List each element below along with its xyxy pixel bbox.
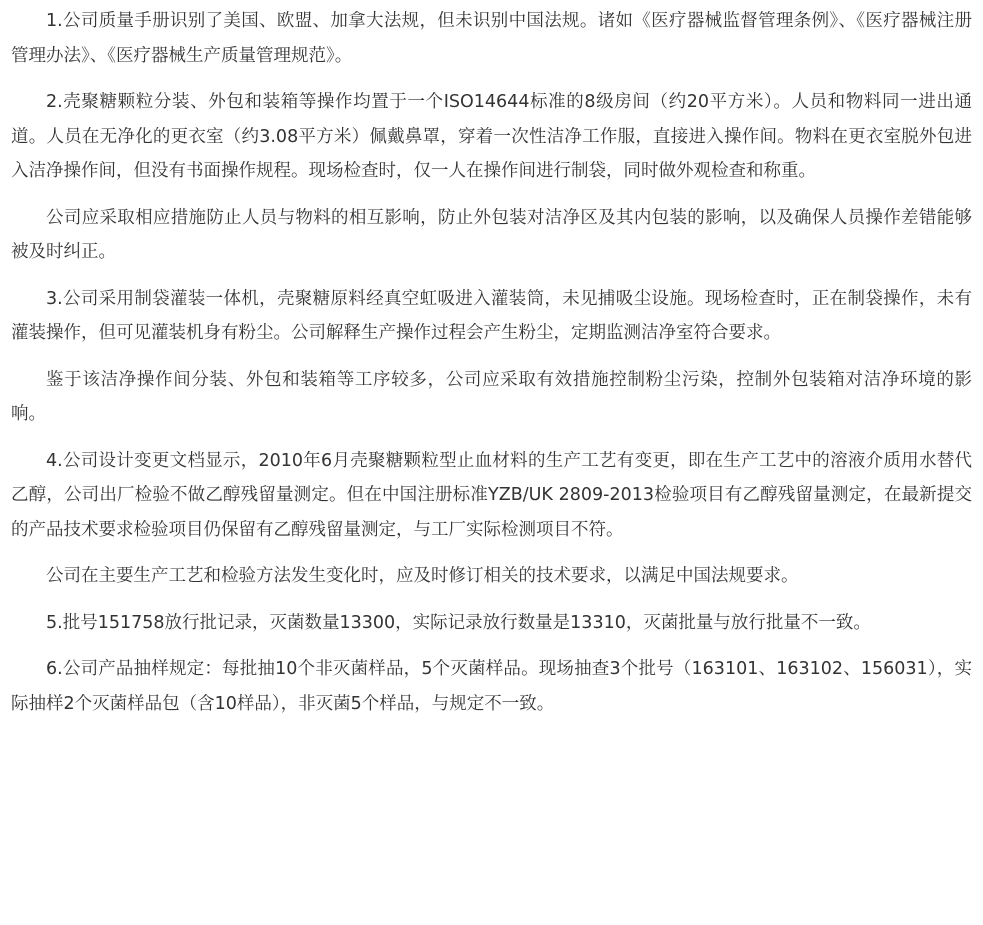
paragraph-3-filling-machine: 3.公司采用制袋灌装一体机，壳聚糖原料经真空虹吸进入灌装筒，未见捕吸尘设施。现场检查时，正在制袋操作，未有灌装操作，但可见灌装机身有粉尘。公司解释生产操作过程会产生粉尘，定期监测洁净室符合要求。 xyxy=(11,288,972,343)
paragraph-4-process-change: 4.公司设计变更文档显示，2010年6月壳聚糖颗粒型止血材料的生产工艺有变更，即在生产工艺中的溶液介质用水替代乙醇，公司出厂检验不做乙醇残留量测定。但在中国注册标准YZB/UK 2809-2013检验项目有乙醇残留量测定，在最新提交的产品技术要求检验项目仍保留有乙醇残留量测定，与工厂实际检测项目不符。 xyxy=(11,450,972,540)
paragraph-3-recommendation: 鉴于该洁净操作间分装、外包和装箱等工序较多，公司应采取有效措施控制粉尘污染，控制外包装箱对洁净环境的影响。 xyxy=(11,369,972,424)
paragraph-6-sampling-rule: 6.公司产品抽样规定：每批抽10个非灭菌样品，5个灭菌样品。现场抽查3个批号（163101、163102、156031），实际抽样2个灭菌样品包（含10样品），非灭菌5个样品，与规定不一致。 xyxy=(11,659,972,714)
paragraph-4-recommendation: 公司在主要生产工艺和检验方法发生变化时，应及时修订相关的技术要求，以满足中国法规要求。 xyxy=(46,566,799,586)
paragraph-2-cleanroom-operations: 2.壳聚糖颗粒分装、外包和装箱等操作均置于一个ISO14644标准的8级房间（约20平方米）。人员和物料同一进出通道。人员在无净化的更衣室（约3.08平方米）佩戴鼻罩，穿着一次性洁净工作服，直接进入操作间。物料在更衣室脱外包进入洁净操作间，但没有书面操作规程。现场检查时，仅一人在操作间进行制袋，同时做外观检查和称重。 xyxy=(11,92,972,181)
paragraph-2-recommendation: 公司应采取相应措施防止人员与物料的相互影响，防止外包装对洁净区及其内包装的影响，以及确保人员操作差错能够被及时纠正。 xyxy=(11,207,972,262)
paragraph-1-quality-manual: 1.公司质量手册识别了美国、欧盟、加拿大法规，但未识别中国法规。诸如《医疗器械监督管理条例》、《医疗器械注册管理办法》、《医疗器械生产质量管理规范》。 xyxy=(11,11,972,66)
paragraph-5-batch-record: 5.批号151758放行批记录，灭菌数量13300，实际记录放行数量是13310，灭菌批量与放行批量不一致。 xyxy=(46,612,871,633)
